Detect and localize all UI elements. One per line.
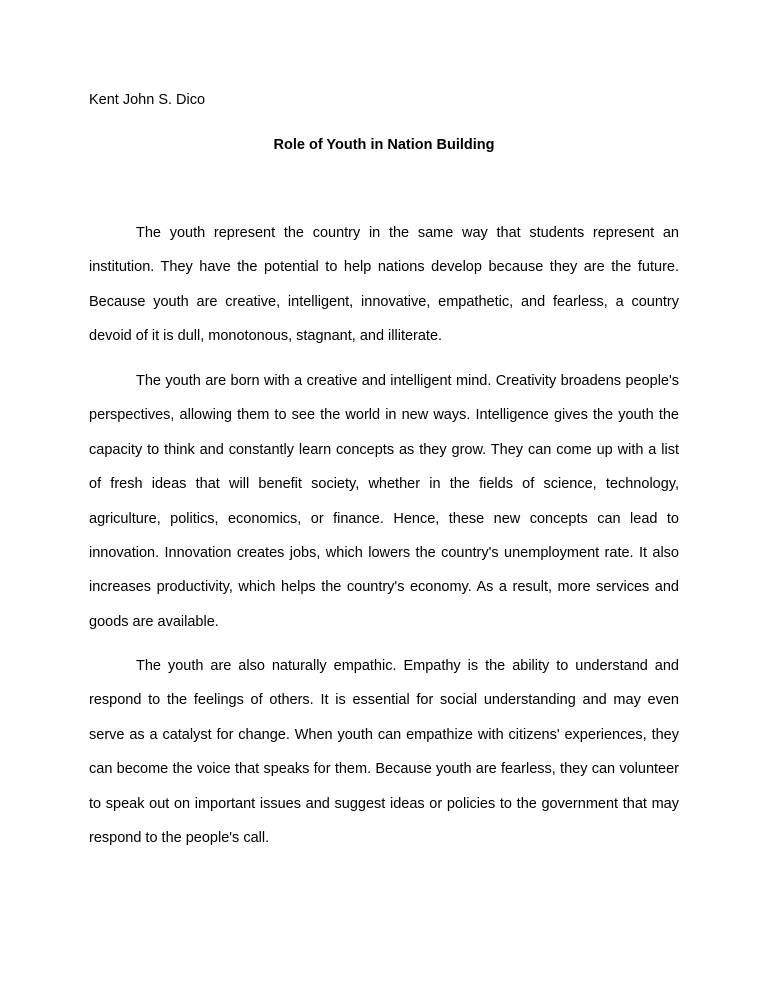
paragraph-3: The youth are also naturally empathic. Empathy is the ability to understand and respond to the feelings of others. It is essential for social understanding and may even serve as a catalyst for change. When youth can empathize with citizens' experiences, they can become the voice that speaks for them. Because youth are fearless, they can volunteer to speak out on important issues and suggest ideas or policies to the government that may respond to the people's call.	[89, 658, 679, 847]
author-name: Kent John S. Dico	[89, 92, 206, 108]
paragraph-2: The youth are born with a creative and intelligent mind. Creativity broadens people's perspectives, allowing them to see the world in new ways. Intelligence gives the youth the capacity to think and constantly learn concepts as they grow. They can come up with a list of fresh ideas that will benefit society, whether in the fields of science, technology, agriculture, politics, economics, or finance. Hence, these new concepts can lead to innovation. Innovation creates jobs, which lowers the country's unemployment rate. It also increases productivity, which helps the country's economy. As a result, more services and goods are available.	[89, 373, 679, 630]
paragraph-1: The youth represent the country in the same way that students represent an institution. They have the potential to help nations develop because they are the future. Because youth are creative, intelligent, innovative, empathetic, and fearless, a country devoid of it is dull, monotonous, stagnant, and illiterate.	[89, 225, 679, 345]
essay-title: Role of Youth in Nation Building	[273, 137, 495, 153]
